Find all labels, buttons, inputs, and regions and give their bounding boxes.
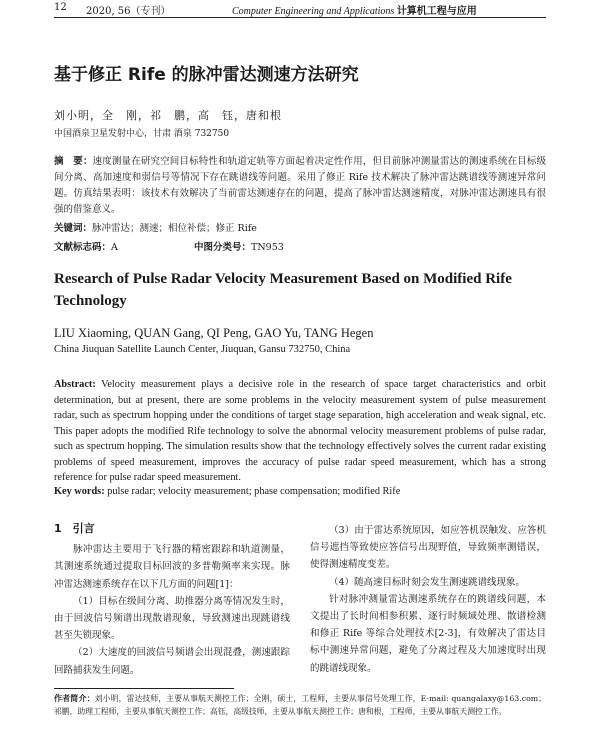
body-paragraph: （3）由于雷达系统原因，如应答机误触发、应答机信号遮挡等致使应答信号出现野值，导致频率测错误，使得测速精度变差。 [310, 525, 546, 571]
clc-label: 中图分类号： [194, 242, 252, 253]
body-left-column [54, 520, 290, 679]
volume-info: 2020, 56（专刊） [86, 6, 171, 17]
section-heading: 1 引言 [54, 522, 95, 535]
journal-name-en: Computer Engineering and Applications [232, 6, 395, 17]
english-keywords-label: Key words: [54, 486, 105, 497]
body-paragraph: 脉冲雷达主要用于飞行器的精密跟踪和轨道测量，其测速系统通过提取目标回波的多普勒频率来实现。脉冲雷达测速系统存在以下几方面的问题[1]： [54, 544, 290, 590]
chinese-abstract [54, 154, 546, 218]
english-keywords [54, 486, 400, 497]
chinese-affiliation: 中国酒泉卫星发射中心，甘肃 酒泉 732750 [54, 129, 230, 139]
chinese-keywords-label: 关键词： [54, 223, 93, 234]
classification-line [54, 239, 546, 253]
chinese-title: 基于修正 Rife 的脉冲雷达测速方法研究 [54, 65, 359, 85]
body-paragraph: （2）大速度的回波信号频谱会出现混叠，测速跟踪回路捕获发生问题。 [54, 647, 290, 676]
body-right-column [310, 522, 546, 677]
english-affiliation: China Jiuquan Satellite Launch Center, Jiuquan, Gansu 732750, China [54, 344, 351, 355]
footnote-text: 刘小明，雷达技师，主要从事航天测控工作；全刚，硕士，工程师，主要从事信号处理工作，E-mail: quangalaxy@163.com；祁鹏，助理工程师，主要从事航天测控工作；高钰，高级技师，主要从事航天测控工作；唐和根，工程师，主要从事航天测控工作。 [54, 694, 546, 716]
running-header [54, 2, 546, 16]
body-paragraph: （4）随高速目标时刻会发生测速跳谱线现象。 [329, 576, 526, 588]
chinese-keywords [54, 220, 257, 234]
chinese-keywords-text: 脉冲雷达；测速；相位补偿；修正 Rife [92, 223, 257, 234]
english-abstract-text: Velocity measurement plays a decisive role in the research of space target characteristics and orbit determination, but at present, there are some problems in the velocity measurement system of pulse measurement radar, such as spectrum hopping under the conditions of target stage separation, high acceleration and weak signal, etc. This paper adopts the modified Rife technology to solve the abnormal velocity measurement problems of pulse radar, such as spectrum hopping. The simulation results show that the technology effectively solves the current radar existing problems of speed measurement, improves the accuracy of pulse radar speed measurement, which has a strong reference for pulse radar speed measurement. [54, 379, 547, 483]
footnote-label: 作者简介： [54, 694, 95, 703]
chinese-authors: 刘小明，全 刚，祁 鹏，高 钰，唐和根 [54, 109, 282, 122]
clc-number [194, 239, 284, 253]
document-code-value: A [111, 242, 118, 253]
author-footnote [54, 692, 546, 718]
journal-name-cn: 计算机工程与应用 [396, 6, 477, 17]
english-keywords-text: pulse radar; velocity measurement; phase compensation; modified Rife [107, 486, 401, 497]
english-abstract-label: Abstract: [54, 379, 96, 390]
body-paragraph: 针对脉冲测量雷达测速系统存在的跳谱线问题，本文提出了长时间相参积累、逐行时频域处理、散谱检测和修正 Rife 等综合处理技术[2-3]，有效解决了雷达目标中测速异常问题，避免了分离过程及大加速度时出现的跳谱线现象。 [310, 593, 546, 674]
clc-value: TN953 [251, 242, 284, 253]
journal-name [232, 2, 477, 17]
document-code [54, 242, 118, 253]
header-rule [54, 17, 546, 18]
english-title: Research of Pulse Radar Velocity Measurement Based on Modified Rife Technology [54, 271, 512, 309]
document-code-label: 文献标志码： [54, 242, 112, 253]
chinese-abstract-label: 摘 要： [54, 156, 93, 167]
english-authors: LIU Xiaoming, QUAN Gang, QI Peng, GAO Yu, TANG Hegen [54, 326, 374, 340]
body-paragraph: （1）目标在级间分离、助推器分离等情况发生时，由于回波信号频谱出现散谱现象，导致测速出现跳谱线甚至失锁现象。 [54, 595, 290, 642]
footnote-rule [54, 688, 234, 689]
page-number: 12 [54, 2, 67, 13]
english-abstract [54, 377, 546, 486]
chinese-abstract-text: 速度测量在研究空间目标特性和轨道定轨等方面起着决定性作用，但目前脉冲测量雷达的测速系统在目标级间分离、高加速度和弱信号等情况下存在跳谱线等问题。采用了修正 Rife 技术解决了脉冲雷达跳谱线等测速异常问题。仿真结果表明：该技术有效解决了当前雷达测速存在的问题，提高了脉冲雷达测速精度，对脉冲雷达测速具有很强的借鉴意义。 [54, 156, 546, 215]
